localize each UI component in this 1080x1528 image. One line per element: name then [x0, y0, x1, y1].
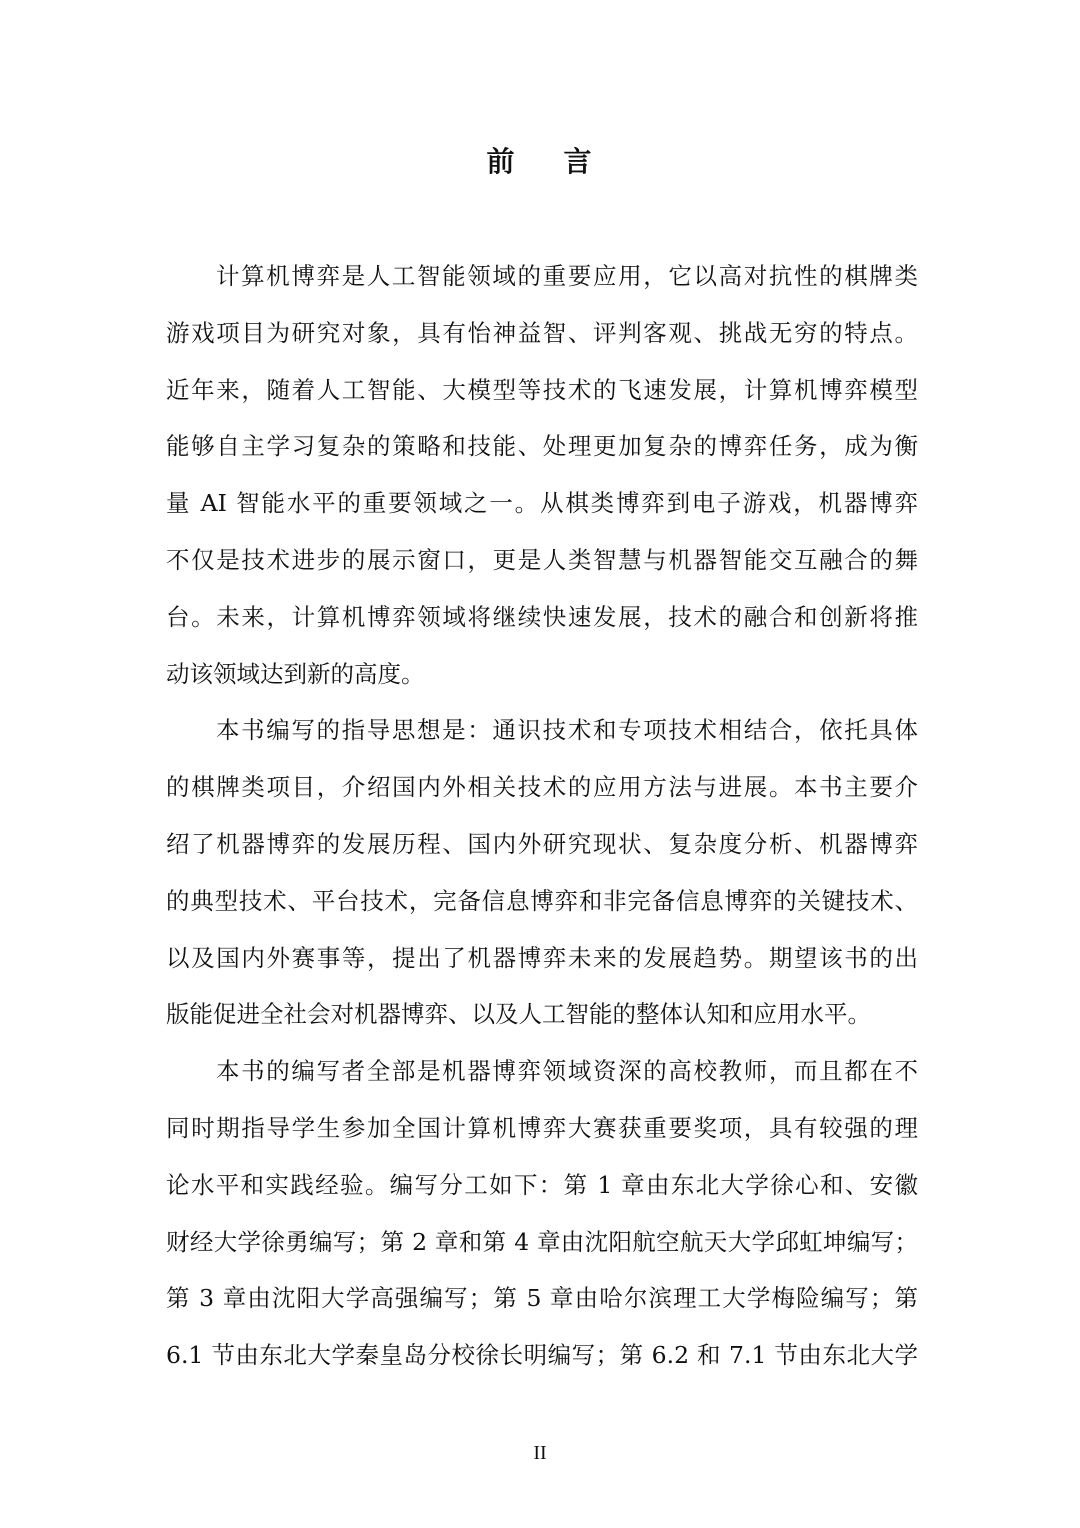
paragraph-line: 游戏项目为研究对象，具有怡神益智、评判客观、挑战无穷的特点。: [166, 318, 918, 347]
paragraph-line: 第 3 章由沈阳大学高强编写；第 5 章由哈尔滨理工大学梅险编写；第: [166, 1284, 918, 1313]
paragraph-line: 财经大学徐勇编写；第 2 章和第 4 章由沈阳航空航天大学邱虹坤编写；: [166, 1227, 918, 1256]
page-number: II: [533, 1442, 547, 1464]
page-title: 前 言: [486, 145, 594, 178]
paragraph-line: 本书编写的指导思想是：通识技术和专项技术相结合，依托具体: [216, 716, 918, 745]
paragraph-line: 本书的编写者全部是机器博弈领域资深的高校教师，而且都在不: [216, 1057, 918, 1086]
paragraph-line: 台。未来，计算机博弈领域将继续快速发展，技术的融合和创新将推: [166, 602, 918, 631]
paragraph-line: 的棋牌类项目，介绍国内外相关技术的应用方法与进展。本书主要介: [166, 773, 918, 802]
paragraph-line: 量 AI 智能水平的重要领域之一。从棋类博弈到电子游戏，机器博弈: [166, 489, 918, 518]
paragraph-line: 版能促进全社会对机器博弈、以及人工智能的整体认知和应用水平。: [166, 1000, 871, 1029]
paragraph-line: 的典型技术、平台技术，完备信息博弈和非完备信息博弈的关键技术、: [166, 886, 918, 915]
paragraph-line: 动该领域达到新的高度。: [166, 659, 425, 688]
paragraph-line: 6.1 节由东北大学秦皇岛分校徐长明编写；第 6.2 和 7.1 节由东北大学: [166, 1341, 918, 1370]
body-text: [166, 254, 918, 1390]
paragraph-line: 计算机博弈是人工智能领域的重要应用，它以高对抗性的棋牌类: [216, 262, 918, 290]
paragraph-line: 同时期指导学生参加全国计算机博弈大赛获重要奖项，具有较强的理: [166, 1113, 918, 1142]
paragraph-line: 绍了机器博弈的发展历程、国内外研究现状、复杂度分析、机器博弈: [166, 829, 918, 858]
paragraph-line: 不仅是技术进步的展示窗口，更是人类智慧与机器智能交互融合的舞: [166, 545, 918, 574]
paragraph-line: 近年来，随着人工智能、大模型等技术的飞速发展，计算机博弈模型: [166, 375, 918, 404]
paragraph-line: 能够自主学习复杂的策略和技能、处理更加复杂的博弈任务，成为衡: [166, 432, 918, 461]
paragraph-line: 以及国内外赛事等，提出了机器博弈未来的发展趋势。期望该书的出: [166, 943, 918, 972]
paragraph-line: 论水平和实践经验。编写分工如下：第 1 章由东北大学徐心和、安徽: [166, 1170, 918, 1199]
